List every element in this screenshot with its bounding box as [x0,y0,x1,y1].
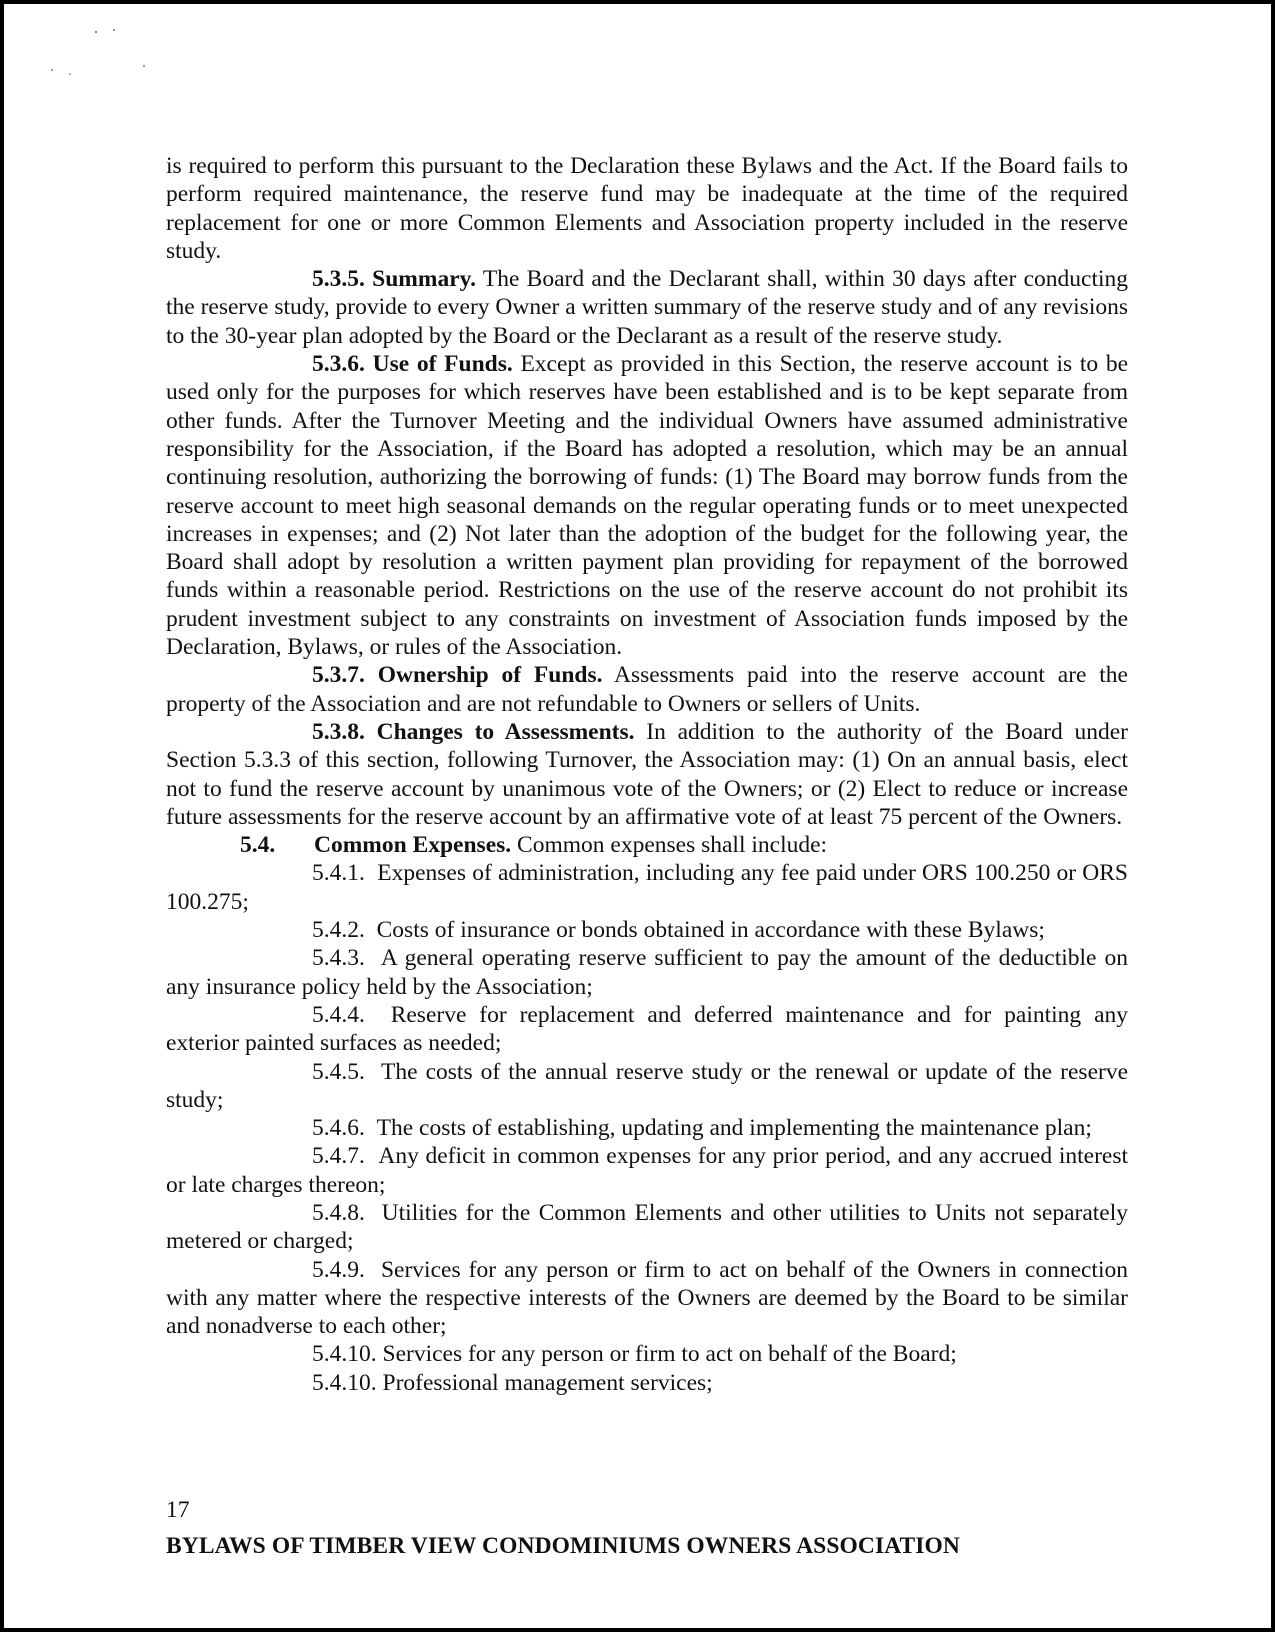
item-number: 5.4.10. [312,1341,377,1368]
item-text: Services for any person or firm to act on behalf of the Board; [382,1341,957,1368]
section-title: Summary. [372,266,476,293]
page-number: 17 [166,1497,190,1523]
item-text: Expenses of administration, including any fee paid under ORS 100.250 or ORS 100.275; [166,860,1128,915]
section-5-4 [166,831,1128,859]
list-item-5-4-10b [166,1369,1128,1397]
list-item-5-4-7 [166,1142,1128,1199]
section-text: In addition to the authority of the Board under Section 5.3.3 of this section, following Turnover, the Association may: (1) On an annual basis, elect not to fund the reserve account by unanimous vote of the Owners; or (2) Elect to reduce or increase future assessments for the reserve account by an affirmative vote of at least 75 percent of the Owners. [166,718,1129,830]
section-title: Ownership of Funds. [377,662,603,689]
item-text: Any deficit in common expenses for any prior period, and any accrued interest or late charges thereon; [166,1143,1128,1198]
item-number: 5.4.7. [312,1143,365,1170]
section-title: Common Expenses. [314,832,512,859]
section-5-3-8 [166,718,1128,831]
list-item-5-4-2 [166,916,1128,944]
item-number: 5.4.2. [312,917,365,944]
section-text: Assessments paid into the reserve account are the property of the Association and are not refundable to Owners or sellers of Units. [166,662,1128,717]
section-text: Common expenses shall include: [517,832,828,859]
list-item-5-4-3 [166,944,1128,1001]
section-text: The Board and the Declarant shall, within 30 days after conducting the reserve study, provide to every Owner a written summary of the reserve study and of any revisions to the 30-year plan adopted by the Board or the Declarant as a result of the reserve study. [166,266,1129,349]
item-text: Costs of insurance or bonds obtained in accordance with these Bylaws; [376,917,1045,944]
item-text: Reserve for replacement and deferred maintenance and for painting any exterior painted surfaces as needed; [166,1001,1129,1057]
section-title: Changes to Assessments. [376,718,635,745]
section-5-3-6 [166,350,1128,661]
section-number: 5.3.6. [312,351,365,378]
list-item-5-4-9 [166,1256,1128,1341]
section-number: 5.4. [240,832,276,859]
item-number: 5.4.4. [312,1001,365,1028]
item-number: 5.4.8. [312,1199,365,1226]
list-item-5-4-10a [166,1340,1128,1368]
footer-title: BYLAWS OF TIMBER VIEW CONDOMINIUMS OWNERS ASSOCIATION [166,1533,961,1559]
section-text: Except as provided in this Section, the reserve account is to be used only for the purposes for which reserves have been established and is to be kept separate from other funds. After the Turnover Meeting and the individual Owners have assumed administrative responsibility for the Association, if the Board has adopted a resolution, which may be an annual continuing resolution, authorizing the borrowing of funds: (1) The Board may borrow funds from the reserve account to meet high seasonal demands on the regular operating funds or to meet unexpected increases in expenses; and (2) Not later than the adoption of the budget for the following year, the Board shall adopt by resolution a written payment plan providing for repayment of the borrowed funds within a reasonable period. Restrictions on the use of the reserve account do not prohibit its prudent investment subject to any constraints on investment of Association funds imposed by the Declaration, Bylaws, or rules of the Association. [166,351,1129,661]
section-number: 5.3.8. [312,718,365,745]
item-number: 5.4.9. [312,1256,365,1283]
body-text [166,152,1128,1397]
section-number: 5.3.7. [312,662,365,689]
section-5-3-5 [166,265,1128,350]
item-text: A general operating reserve sufficient to pay the amount of the deductible on any insurance policy held by the Association; [166,945,1128,1000]
item-text: Utilities for the Common Elements and other utilities to Units not separately metered or charged; [166,1199,1128,1255]
item-text: Professional management services; [382,1369,713,1396]
paragraph-intro: is required to perform this pursuant to the Declaration these Bylaws and the Act. If the Board fails to perform required maintenance, the reserve fund may be inadequate at the time of the required replacement for one or more Common Elements and Association property included in the reserve study. [166,153,1128,264]
item-number: 5.4.10. [312,1369,377,1396]
section-5-3-7 [166,661,1128,718]
item-number: 5.4.6. [312,1115,365,1142]
list-item-5-4-1 [166,859,1128,916]
scan-specks [44,24,164,84]
section-title: Use of Funds. [372,351,513,378]
item-text: The costs of establishing, updating and implementing the maintenance plan; [376,1115,1092,1142]
item-text: The costs of the annual reserve study or the renewal or update of the reserve study; [166,1058,1129,1113]
list-item-5-4-5 [166,1058,1128,1115]
list-item-5-4-6 [166,1114,1128,1142]
item-text: Services for any person or firm to act on behalf of the Owners in connection with any matter where the respective interests of the Owners are deemed by the Board to be similar and nonadverse to each other; [166,1256,1128,1340]
list-item-5-4-4 [166,1001,1128,1058]
section-number: 5.3.5. [312,266,365,293]
item-number: 5.4.1. [312,860,365,887]
item-number: 5.4.3. [312,945,365,972]
list-item-5-4-8 [166,1199,1128,1256]
item-number: 5.4.5. [312,1058,365,1085]
